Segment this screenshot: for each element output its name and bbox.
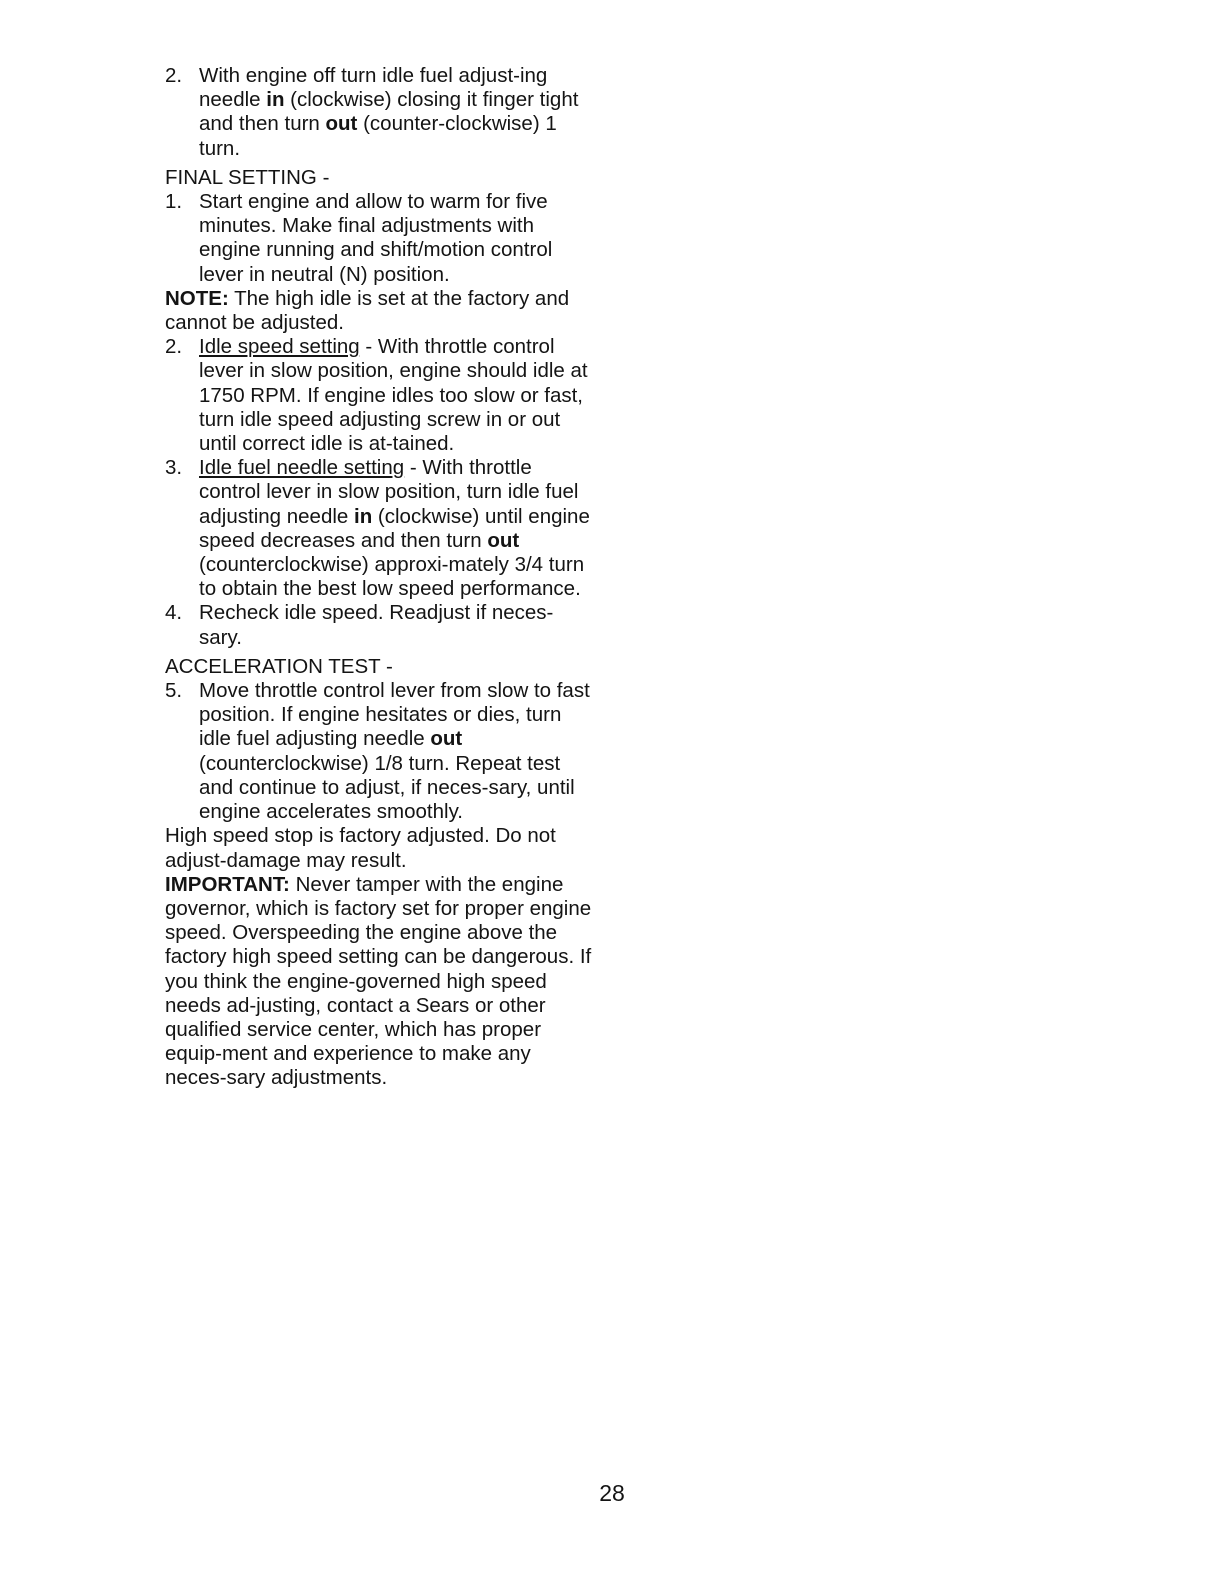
list-item-step-1 (165, 190, 595, 287)
step-title-idle-fuel-needle-setting: Idle fuel needle setting (199, 456, 405, 480)
high-speed-stop-paragraph: High speed stop is factory adjusted. Do not adjust-damage may result. (165, 824, 556, 872)
list-item-step-2 (165, 335, 595, 456)
important-text: Never tamper with the engine governor, which is factory set for proper engine speed. Overspeeding the engine above the factory high speed setting can be dangerous. If you think the engine-governed high speed needs ad-justing, contact a Sears or other qualified service center, which has proper equip-ment and experience to make any neces-sary adjustments. (165, 872, 592, 1090)
emphasis-out: out (325, 112, 358, 136)
step-text: (clockwise) until engine speed decreases and then turn (199, 504, 590, 552)
note-label: NOTE: (165, 286, 229, 310)
list-item-step-4 (165, 601, 595, 649)
emphasis-out: out (430, 727, 463, 751)
list-item-step-2-prev (165, 64, 595, 161)
step-text: Move throttle control lever from slow to fast position. If engine hesitates or dies, turn idle fuel adjusting needle (199, 679, 590, 751)
text-column (165, 64, 595, 1091)
step-text: - With throttle control lever in slow position, turn idle fuel adjusting needle (199, 456, 579, 528)
step-text: - With throttle control lever in slow position, engine should idle at 1750 RPM. If engine idles too slow or fast, turn idle speed adjusting screw in or out until correct idle is at-tained. (199, 335, 588, 456)
note-text: The high idle is set at the factory and cannot be adjusted. (165, 286, 570, 335)
step-text: With engine off turn idle fuel adjust-ing needle (199, 64, 548, 112)
page-number: 28 (599, 1480, 625, 1506)
step-text: (counterclockwise) approxi-mately 3/4 turn to obtain the best low speed performance. (199, 553, 585, 601)
emphasis-out: out (487, 528, 520, 552)
step-text: (counter-clockwise) 1 turn. (199, 112, 557, 160)
section-heading-final-setting: FINAL SETTING - (165, 165, 330, 189)
list-item-step-5 (165, 679, 595, 824)
step-number: 4. (165, 601, 183, 625)
step-number: 5. (165, 679, 183, 703)
step-number: 3. (165, 456, 183, 480)
note-paragraph (165, 287, 595, 335)
step-number: 2. (165, 64, 183, 87)
step-number: 1. (165, 190, 183, 214)
step-text: (counterclockwise) 1/8 turn. Repeat test and continue to adjust, if neces-sary, until engine accelerates smoothly. (199, 751, 575, 824)
list-item-step-3 (165, 456, 595, 601)
important-paragraph (165, 873, 595, 1091)
step-text: Recheck idle speed. Readjust if neces-sary. (199, 601, 554, 649)
emphasis-in: in (266, 88, 285, 112)
section-heading-acceleration-test: ACCELERATION TEST - (165, 654, 393, 678)
step-text: Start engine and allow to warm for five minutes. Make final adjustments with engine running and shift/motion control lever in neutral (N) position. (199, 190, 553, 286)
step-title-idle-speed-setting: Idle speed setting (199, 335, 360, 359)
step-number: 2. (165, 335, 183, 359)
emphasis-in: in (354, 504, 373, 528)
step-text: (clockwise) closing it finger tight and then turn (199, 88, 579, 136)
important-label: IMPORTANT: (165, 872, 290, 896)
